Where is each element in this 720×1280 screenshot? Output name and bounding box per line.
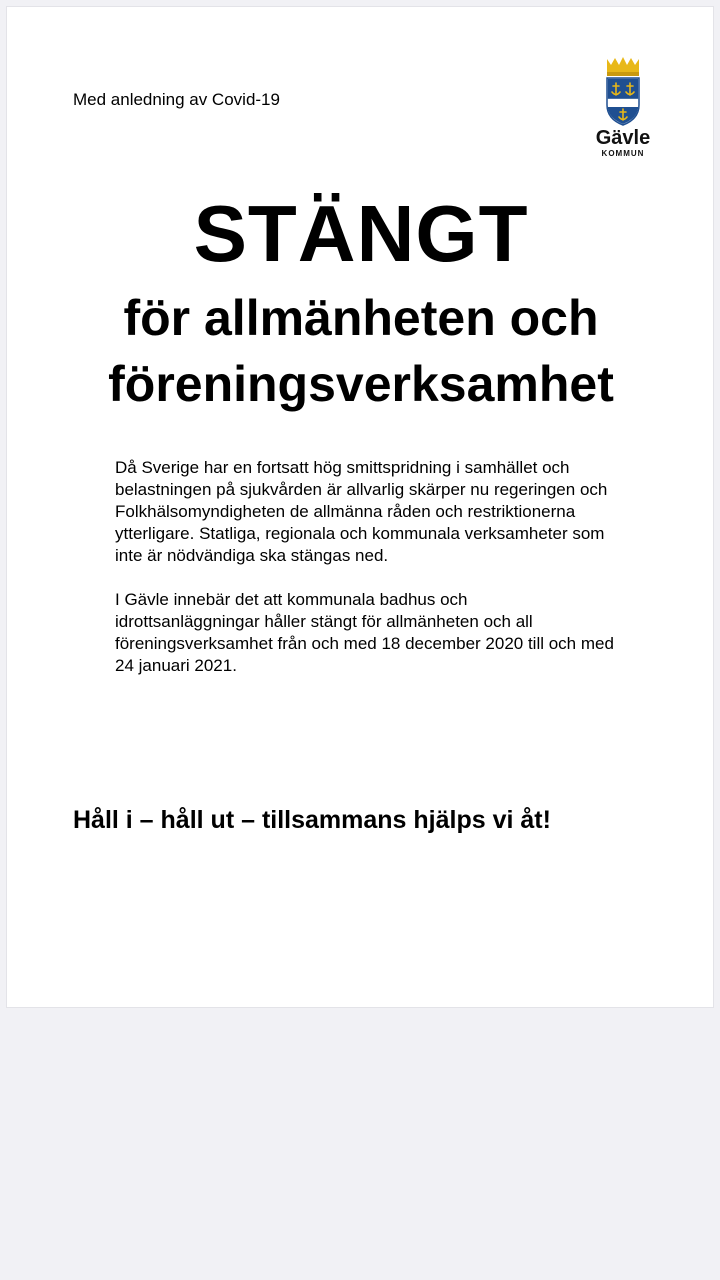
intro-text: Med anledning av Covid-19: [73, 90, 280, 109]
logo-subtitle: KOMMUN: [601, 149, 645, 158]
gavle-kommun-logo: [593, 55, 653, 165]
slogan: Håll i – håll ut – tillsammans hjälps vi åt!: [73, 806, 551, 834]
logo-name: Gävle: [595, 127, 651, 149]
subheadline-line: föreningsverksamhet: [108, 356, 614, 412]
document-page: [6, 6, 714, 1008]
subheadline: [7, 285, 715, 417]
body-text: [115, 457, 615, 699]
body-paragraph: Då Sverige har en fortsatt hög smittspridning i samhället och belastningen på sjukvården är allvarlig skärper nu regeringen och Folkhälsomyndigheten de allmänna råden och restriktionerna ytterligare. Statliga, regionala och kommunala verksamheter som inte är nödvändiga ska stängas ned.: [115, 458, 608, 565]
headline: STÄNGT: [193, 189, 529, 278]
body-paragraph: I Gävle innebär det att kommunala badhus och idrottsanläggningar håller stängt för allmänheten och all föreningsverksamhet från och med 18 december 2020 till och med 24 januari 2021.: [115, 590, 614, 675]
gavle-kommun-crest-icon: [593, 55, 653, 127]
subheadline-line: för allmänheten och: [123, 290, 599, 346]
